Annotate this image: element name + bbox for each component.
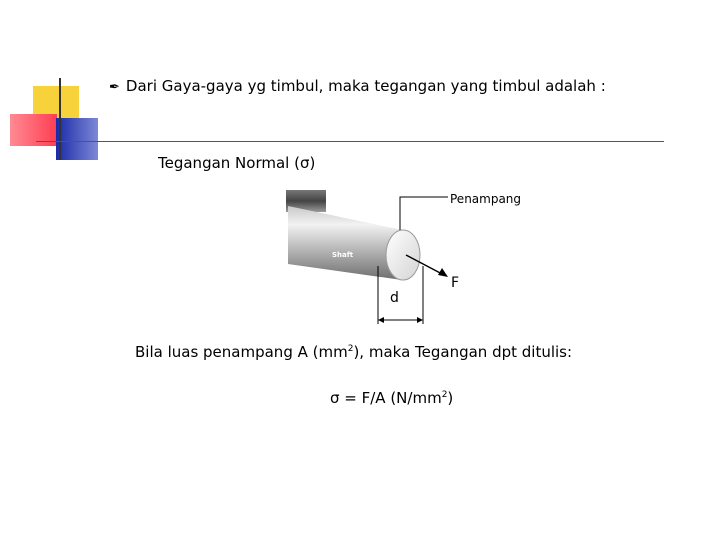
diameter-arrow-right <box>417 317 423 323</box>
subheading-suffix: ) <box>309 154 316 172</box>
shaft-diagram <box>282 186 542 326</box>
decor-horizontal-line <box>36 141 664 142</box>
formula-text-post: ) <box>447 389 454 407</box>
shaft-body <box>288 206 402 280</box>
formula-text-pre: = F/A (N/mm <box>339 389 442 407</box>
shaft-end-face <box>386 230 420 280</box>
decor-vertical-line <box>59 78 61 160</box>
area-text-post: ), maka Tegangan dpt ditulis: <box>353 343 573 361</box>
pen-icon: ✒ <box>109 80 120 95</box>
diameter-arrow-left <box>378 317 384 323</box>
subheading <box>158 154 315 172</box>
decor-blue-square <box>56 118 98 160</box>
sigma-symbol: σ <box>299 154 310 172</box>
diameter-label: d <box>390 290 399 306</box>
force-label: F <box>451 275 460 291</box>
area-text-pre: Bila luas penampang A (mm <box>135 343 348 361</box>
formula-superscript: 2 <box>441 390 448 400</box>
force-arrowhead <box>438 268 448 277</box>
bullet-point <box>109 77 606 95</box>
formula-sigma: σ <box>330 389 340 407</box>
section-pointer-line <box>400 197 448 230</box>
shaft-label: Shaft <box>332 251 354 259</box>
subheading-prefix: Tegangan Normal ( <box>158 154 300 172</box>
area-superscript: 2 <box>347 344 354 354</box>
bullet-text: Dari Gaya-gaya yg timbul, maka tegangan yang timbul adalah : <box>125 77 606 95</box>
area-paragraph <box>135 343 572 361</box>
section-label: Penampang <box>450 192 522 206</box>
stress-formula <box>330 389 453 407</box>
